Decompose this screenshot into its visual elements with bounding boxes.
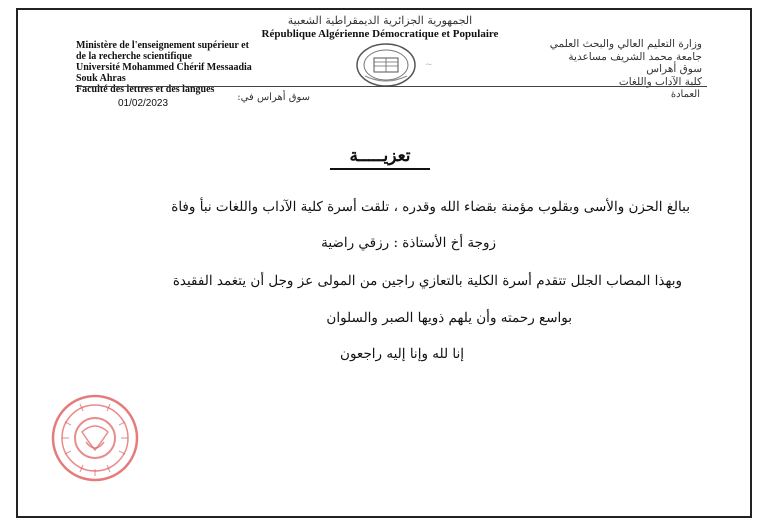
- fr-ministry-line-2: de la recherche scientifique: [76, 51, 192, 62]
- document-date: 01/02/2023: [118, 98, 169, 109]
- body-line-1: ببالغ الحزن والأسى وبقلوب مؤمنة بقضاء الله وقدره ، تلقت أسرة كلية الآداب واللغات نبأ وفاة: [171, 199, 690, 215]
- ar-institution-block: [470, 38, 702, 88]
- fr-university-line: Université Mohammed Chérif Messaadia: [76, 62, 252, 73]
- ar-city-line: سوق أهراس: [646, 63, 702, 75]
- official-stamp-icon: [50, 392, 140, 484]
- fr-city-line: Souk Ahras: [76, 73, 126, 84]
- deanery-label: العمادة: [670, 89, 700, 100]
- body-line-4: بواسع رحمته وأن يلهم ذويها الصبر والسلوان: [326, 310, 572, 326]
- logo-side-mark: ~: [425, 60, 433, 70]
- fr-ministry-line-1: Ministère de l'enseignement supérieur et: [76, 40, 249, 51]
- fr-republic-title: République Algérienne Démocratique et Populaire: [261, 28, 499, 40]
- header-rule: [75, 86, 707, 87]
- ar-university-line: جامعة محمد الشريف مساعدية: [568, 50, 702, 63]
- ar-faculty-line: كلية الآداب واللغات: [618, 75, 702, 88]
- body-line-5: إنا لله وإنا إليه راجعون: [340, 346, 464, 362]
- ar-ministry-line: وزارة التعليم العالي والبحث العلمي: [549, 38, 702, 50]
- ar-republic-title: الجمهورية الجزائرية الديمقراطية الشعبية: [287, 14, 473, 27]
- body-line-3: وبهذا المصاب الجلل تتقدم أسرة الكلية بالتعازي راجين من المولى عز وجل أن يتغمد الفقيدة: [172, 273, 682, 289]
- document-title: تعزيـــــة: [330, 146, 430, 170]
- place-label: سوق أهراس في:: [237, 92, 310, 103]
- fr-faculty-line: Faculté des lettres et des langues: [76, 84, 215, 95]
- university-logo-icon: [355, 42, 417, 88]
- body-line-2: زوجة أخ الأستاذة : رزقي راضية: [321, 235, 496, 251]
